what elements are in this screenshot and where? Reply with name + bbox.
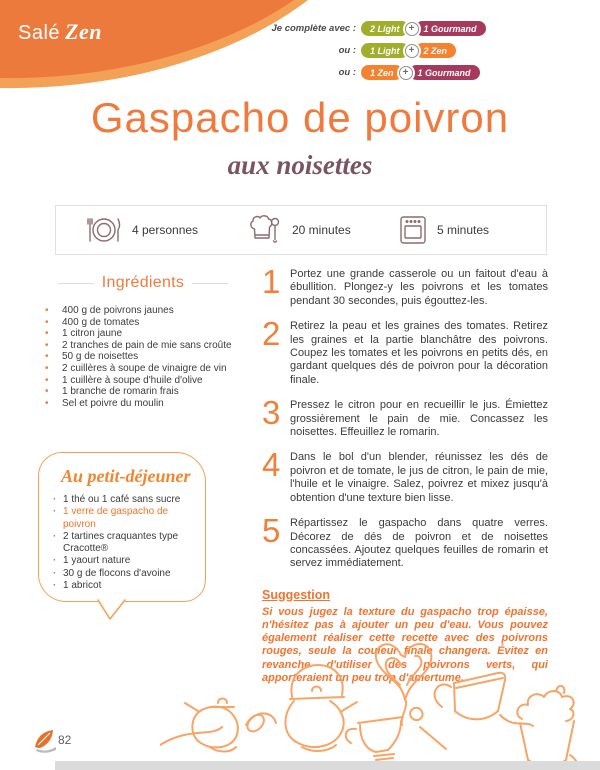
step-number: 3 — [262, 394, 281, 432]
plus-icon: + — [405, 44, 419, 58]
ingredients-list — [35, 305, 251, 409]
ingredient-item: • 400 g de poivrons jaunes — [35, 305, 251, 317]
brand-logo — [18, 19, 102, 45]
ingredient-item: • 400 g de tomates — [35, 317, 251, 329]
combo-row — [262, 43, 492, 58]
ingredients-section — [35, 274, 251, 409]
combo-label: ou : — [338, 45, 356, 56]
combo-label: ou : — [338, 67, 356, 78]
plus-icon: + — [405, 22, 419, 36]
step-number: 2 — [262, 315, 281, 353]
breakfast-list — [53, 494, 197, 592]
step-5 — [262, 512, 548, 571]
breakfast-item-highlighted: · 1 verre de gaspacho de poivron — [53, 506, 197, 531]
ingredient-item: • 1 branche de romarin frais — [35, 386, 251, 398]
divider-line — [192, 283, 228, 284]
meal-combo-badges — [262, 21, 492, 87]
page-number: 82 — [58, 733, 72, 747]
ingredient-item: • 2 tranches de pain de mie sans croûte — [35, 340, 251, 352]
ingredients-heading — [35, 274, 251, 292]
step-text: Retirez la peau et les graines des tomates. Retirez les graines et la partie blanchâtre des poivrons. Coupez les tomates et les poivrons en petits dés, en gardant quelques dés de poivron pour la décoration finale. — [290, 320, 548, 386]
recipe-info-bar — [55, 205, 547, 255]
step-number: 5 — [262, 512, 281, 550]
step-text: Pressez le citron pour en recueillir le jus. Émiettez grossièrement le pain de mie. Concassez les noisettes. Effeuillez le romarin. — [290, 399, 548, 439]
plate-cutlery-icon — [86, 214, 122, 246]
combo-label: Je complète avec : — [271, 23, 356, 34]
prep-time-label: 20 minutes — [292, 223, 351, 237]
teapot-cups-line-art — [160, 615, 600, 767]
breakfast-heading: Au petit-déjeuner — [61, 466, 191, 486]
brand-logo-regular: Salé — [18, 22, 61, 44]
page-subtitle: aux noisettes — [227, 150, 373, 180]
breakfast-item: · 2 tartines craquantes type Cracotte® — [53, 531, 197, 556]
breakfast-item: · 1 thé ou 1 café sans sucre — [53, 494, 197, 506]
suggestion-text: Si vous jugez la texture du gaspacho trop épaisse, n'hésitez pas à ajouter un peu d'eau. Vous pouvez également réaliser cette recette avec des poivrons rouges, seule la couleur finale changera. Évitez en revanche d'utiliser des poivrons verts, qui apporteraient un peu trop d'amertume. — [262, 605, 548, 684]
ingredient-item: • 50 g de noisettes — [35, 351, 251, 363]
servings-info — [86, 206, 198, 254]
bubble-tail — [97, 599, 127, 622]
breakfast-item: · 1 yaourt nature — [53, 555, 197, 567]
pill-zen: 1 Zen — [361, 65, 403, 80]
pill-light: 1 Light — [361, 43, 409, 58]
ingredient-item: • 1 citron jaune — [35, 328, 251, 340]
ingredient-item: • 1 cuillère à soupe d'huile d'olive — [35, 375, 251, 387]
ingredient-item: • 2 cuillères à soupe de vinaigre de vin — [35, 363, 251, 375]
divider-line — [58, 283, 94, 284]
step-4 — [262, 446, 548, 505]
chef-hat-icon — [248, 214, 282, 246]
step-2 — [262, 315, 548, 387]
breakfast-item: · 1 abricot — [53, 580, 197, 592]
oven-icon — [399, 215, 427, 245]
breakfast-bubble — [38, 452, 206, 602]
step-text: Portez une grande casserole ou un faitout d'eau à ébullition. Plongez-y les poivrons et les tomates pendant 30 secondes, puis égouttez-les. — [290, 268, 548, 307]
plus-icon: + — [399, 66, 413, 80]
step-number: 4 — [262, 446, 281, 484]
pill-gourmand: 1 Gourmand — [415, 21, 486, 36]
step-3 — [262, 394, 548, 439]
pill-zen: 2 Zen — [415, 43, 457, 58]
ingredient-item: • Sel et poivre du moulin — [35, 398, 251, 410]
breakfast-item: · 30 g de flocons d'avoine — [53, 568, 197, 580]
combo-row — [262, 65, 492, 80]
cook-time-info — [399, 206, 489, 254]
step-number: 1 — [262, 263, 281, 300]
page-bottom-edge — [55, 761, 600, 770]
pill-gourmand: 1 Gourmand — [409, 65, 480, 80]
step-text: Dans le bol d'un blender, réunissez les dés de poivron et de tomate, le jus de citron, le pain de mie, l'huile et le vinaigre. Salez, poivrez et mixez jusqu'à obtention d'une texture bien lisse. — [290, 451, 548, 504]
prep-time-info — [248, 206, 351, 254]
brand-logo-script: Zen — [65, 19, 102, 44]
cook-time-label: 5 minutes — [437, 223, 490, 237]
page-title: Gaspacho de poivron — [90, 94, 510, 141]
step-1 — [262, 263, 548, 308]
step-text: Répartissez le gaspacho dans quatre verres. Décorez de dés de poivron et de noisettes concassées. Ajoutez quelques feuilles de romarin et servez immédiatement. — [290, 517, 548, 570]
leaf-icon — [31, 728, 57, 753]
servings-label: 4 personnes — [132, 223, 199, 237]
suggestion-heading: Suggestion — [262, 587, 331, 602]
combo-row — [262, 21, 492, 36]
ingredients-heading-text: Ingrédients — [101, 274, 185, 291]
pill-light: 2 Light — [361, 21, 409, 36]
